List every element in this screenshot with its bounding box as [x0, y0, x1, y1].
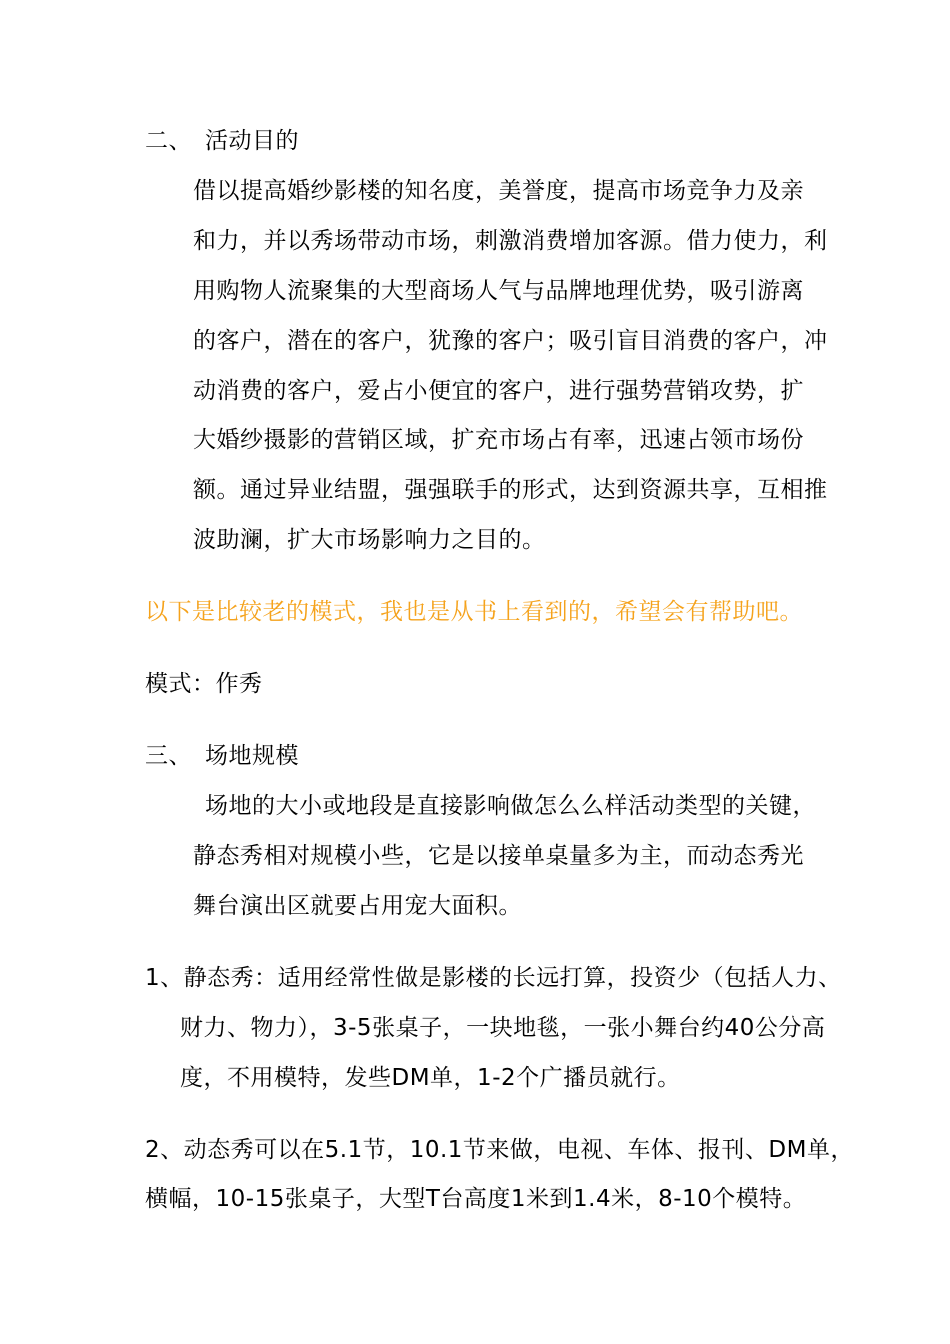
paragraph-line: 舞台演出区就要占用宠大面积。 — [193, 893, 522, 919]
paragraph-line: 用购物人流聚集的大型商场人气与品牌地理优势，吸引游离 — [193, 278, 804, 304]
mode-line: 模式：作秀 — [145, 671, 263, 697]
paragraph-line: 静态秀相对规模小些，它是以接单桌量多为主，而动态秀光 — [193, 843, 804, 869]
heading-title: 活动目的 — [205, 128, 299, 154]
paragraph-line: 和力，并以秀场带动市场，刺激消费增加客源。借力使力，利 — [193, 228, 828, 254]
heading-number: 三、 — [145, 743, 192, 769]
item-line: 度，不用模特，发些DM单，1-2个广播员就行。 — [180, 1065, 681, 1091]
orange-note: 以下是比较老的模式，我也是从书上看到的，希望会有帮助吧。 — [145, 599, 803, 625]
paragraph-line: 的客户，潜在的客户，犹豫的客户；吸引盲目消费的客户，冲 — [193, 328, 828, 354]
paragraph-line: 借以提高婚纱影楼的知名度，美誉度，提高市场竞争力及亲 — [193, 178, 804, 204]
heading-number: 二、 — [145, 128, 192, 154]
heading-title: 场地规模 — [205, 743, 299, 769]
item-line: 横幅，10-15张桌子，大型T台高度1米到1.4米，8-10个模特。 — [145, 1186, 807, 1212]
paragraph-line: 场地的大小或地段是直接影响做怎么么样活动类型的关键， — [205, 793, 816, 819]
item-line: 财力、物力），3-5张桌子，一块地毯，一张小舞台约40公分高 — [180, 1015, 826, 1041]
paragraph-line: 额。通过异业结盟，强强联手的形式，达到资源共享，互相推 — [193, 477, 828, 503]
paragraph-line: 动消费的客户，爱占小便宜的客户，进行强势营销攻势，扩 — [193, 378, 804, 404]
paragraph-line: 波助澜，扩大市场影响力之目的。 — [193, 527, 546, 553]
item-line: 1、静态秀：适用经常性做是影楼的长远打算，投资少（包括人力、 — [145, 965, 842, 991]
item-line: 2、动态秀可以在5.1节，10.1节来做，电视、车体、报刊、DM单， — [145, 1137, 854, 1163]
paragraph-line: 大婚纱摄影的营销区域，扩充市场占有率，迅速占领市场份 — [193, 427, 804, 453]
